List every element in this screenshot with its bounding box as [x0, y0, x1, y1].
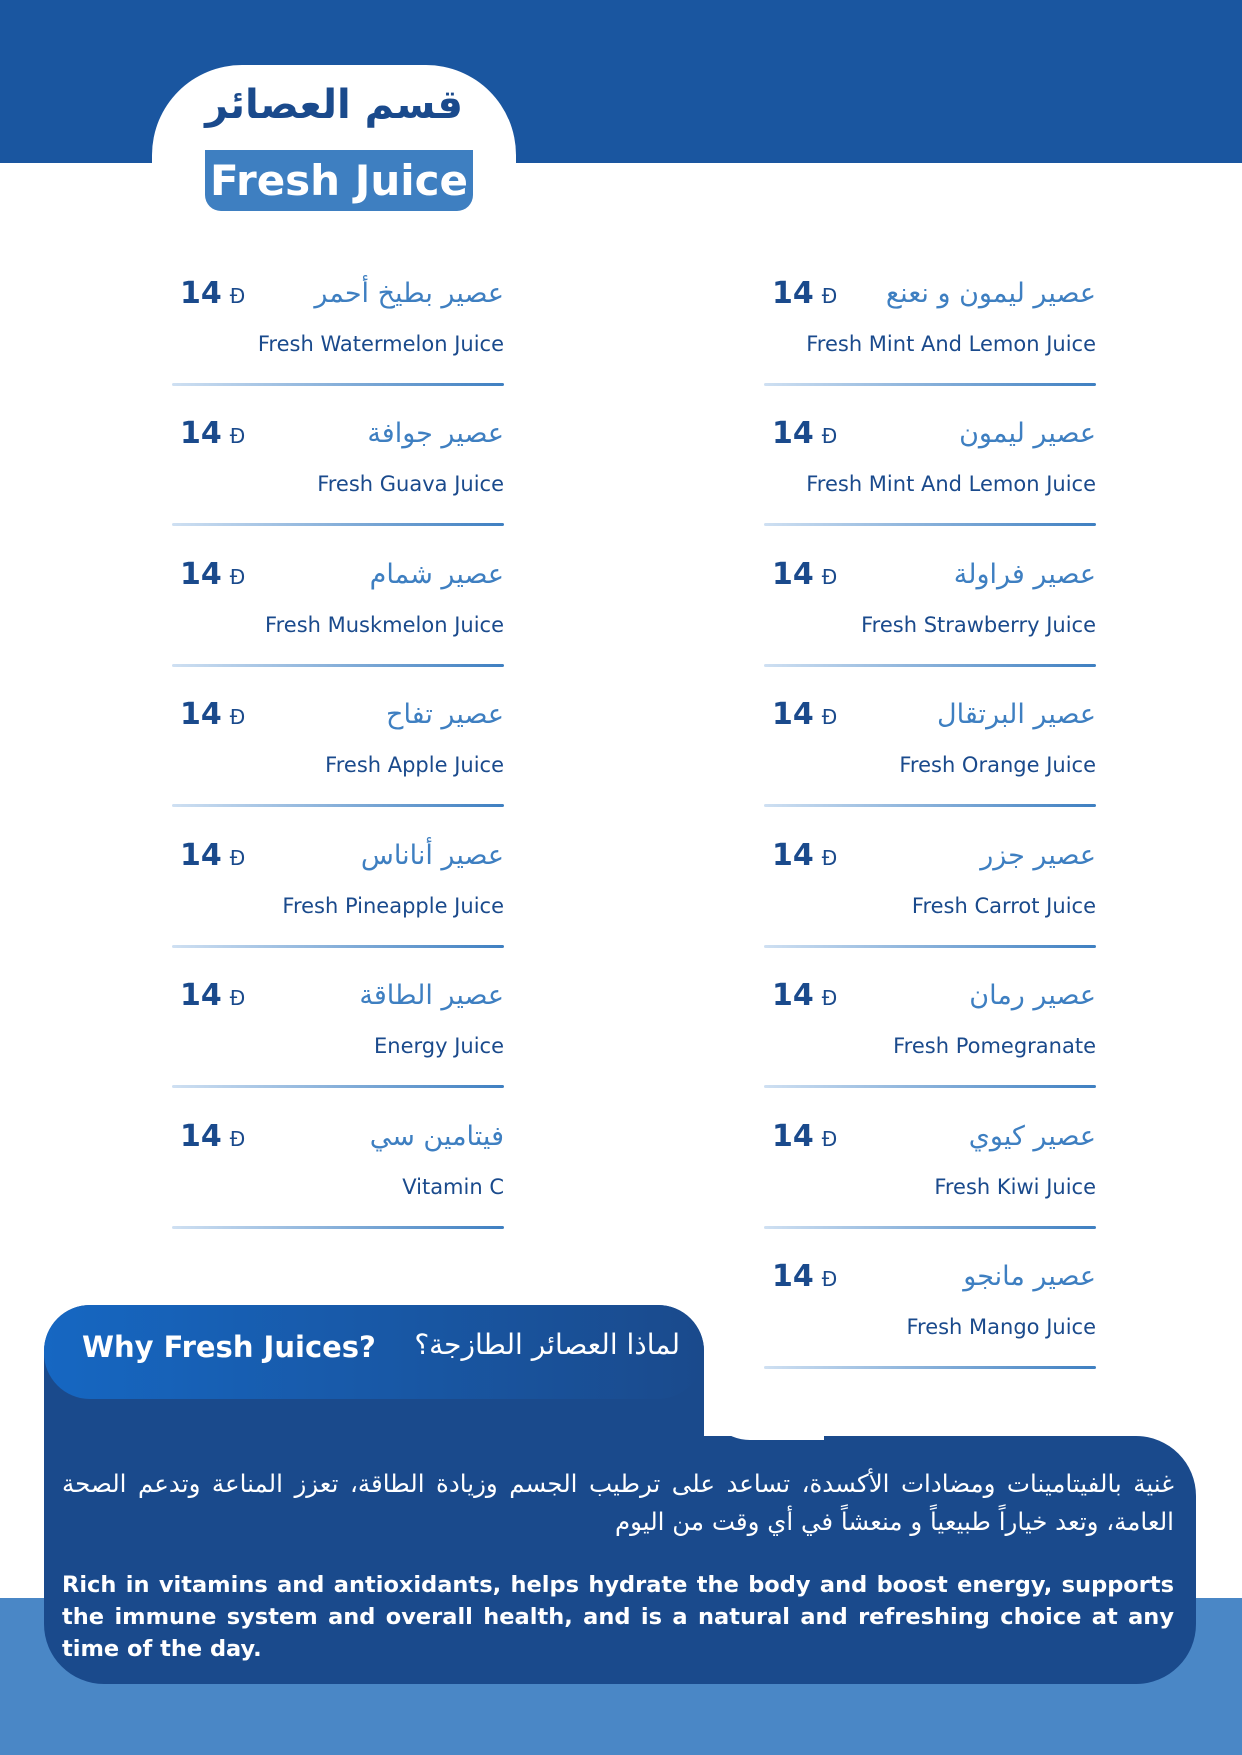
item-price	[772, 276, 837, 316]
price-value: 14	[772, 557, 814, 592]
menu-item	[764, 276, 1096, 396]
price-value: 14	[180, 838, 222, 873]
item-name-english: Fresh Kiwi Juice	[934, 1175, 1096, 1199]
divider	[172, 523, 504, 526]
item-name-arabic: فيتامين سي	[369, 1121, 504, 1152]
divider	[172, 945, 504, 948]
price-value: 14	[180, 416, 222, 451]
item-name-arabic: عصير جوافة	[367, 418, 504, 449]
item-price	[180, 276, 245, 316]
price-value: 14	[772, 416, 814, 451]
divider	[764, 1366, 1096, 1369]
item-price	[772, 978, 837, 1018]
menu-item	[764, 1259, 1096, 1379]
menu-item	[172, 276, 504, 396]
item-name-arabic: عصير أناناس	[360, 840, 504, 871]
currency-icon: Ð	[821, 705, 838, 729]
price-value: 14	[772, 697, 814, 732]
divider	[764, 1226, 1096, 1229]
menu-item	[764, 838, 1096, 958]
currency-icon: Ð	[229, 1127, 246, 1151]
currency-icon: Ð	[229, 424, 246, 448]
price-value: 14	[772, 276, 814, 311]
price-value: 14	[772, 978, 814, 1013]
price-value: 14	[180, 1119, 222, 1154]
menu-item	[172, 697, 504, 817]
currency-icon: Ð	[821, 565, 838, 589]
price-value: 14	[772, 1259, 814, 1294]
divider	[764, 664, 1096, 667]
divider	[172, 383, 504, 386]
currency-icon: Ð	[229, 986, 246, 1010]
item-price	[772, 838, 837, 878]
item-name-english: Fresh Carrot Juice	[911, 894, 1096, 918]
price-value: 14	[772, 838, 814, 873]
item-price	[180, 838, 245, 878]
item-name-english: Vitamin C	[402, 1175, 504, 1199]
item-name-arabic: عصير مانجو	[963, 1261, 1096, 1292]
item-price	[772, 1119, 837, 1159]
item-name-english: Fresh Muskmelon Juice	[265, 613, 504, 637]
item-name-arabic: عصير ليمون و نعنع	[885, 278, 1096, 309]
item-name-arabic: عصير كيوي	[968, 1121, 1096, 1152]
menu-item	[764, 697, 1096, 817]
item-name-english: Fresh Mint And Lemon Juice	[806, 332, 1096, 356]
description-arabic: غنية بالفيتامينات ومضادات الأكسدة، تساعد على ترطيب الجسم وزيادة الطاقة، تعزز المناعة وتدعم الصحة العامة، وتعد خياراً طبيعياً و منعشاً في أي وقت من اليوم	[62, 1469, 1174, 1536]
price-value: 14	[180, 557, 222, 592]
currency-icon: Ð	[821, 284, 838, 308]
menu-item	[764, 557, 1096, 677]
item-name-arabic: عصير جزر	[980, 840, 1096, 871]
divider	[764, 383, 1096, 386]
item-name-english: Fresh Strawberry Juice	[861, 613, 1096, 637]
divider	[172, 664, 504, 667]
section-title-english: Fresh Juice	[209, 156, 469, 205]
currency-icon: Ð	[229, 705, 246, 729]
divider	[764, 945, 1096, 948]
item-name-english: Fresh Guava Juice	[317, 472, 504, 496]
item-name-arabic: عصير رمان	[969, 980, 1096, 1011]
currency-icon: Ð	[229, 846, 246, 870]
item-name-english: Fresh Mint And Lemon Juice	[806, 472, 1096, 496]
currency-icon: Ð	[821, 1267, 838, 1291]
item-name-english: Fresh Watermelon Juice	[257, 332, 504, 356]
item-name-arabic: عصير البرتقال	[937, 699, 1096, 730]
divider	[764, 804, 1096, 807]
item-name-english: Fresh Mango Juice	[906, 1315, 1096, 1339]
divider	[172, 1085, 504, 1088]
item-price	[180, 978, 245, 1018]
item-name-english: Fresh Apple Juice	[325, 753, 504, 777]
item-name-english: Fresh Pomegranate	[893, 1034, 1096, 1058]
item-price	[772, 557, 837, 597]
menu-item	[172, 557, 504, 677]
item-price	[772, 1259, 837, 1299]
menu-item	[172, 416, 504, 536]
currency-icon: Ð	[821, 986, 838, 1010]
item-name-arabic: عصير ليمون	[959, 418, 1096, 449]
divider	[764, 523, 1096, 526]
item-price	[772, 697, 837, 737]
price-value: 14	[180, 978, 222, 1013]
menu-item	[764, 1119, 1096, 1239]
currency-icon: Ð	[821, 846, 838, 870]
menu-item	[764, 416, 1096, 536]
why-title-arabic: لماذا العصائر الطازجة؟	[414, 1328, 680, 1361]
price-value: 14	[180, 276, 222, 311]
menu-item	[172, 978, 504, 1098]
menu-item	[764, 978, 1096, 1098]
item-name-arabic: عصير الطاقة	[359, 980, 504, 1011]
item-name-arabic: عصير شمام	[369, 559, 504, 590]
currency-icon: Ð	[821, 424, 838, 448]
price-value: 14	[772, 1119, 814, 1154]
divider	[764, 1085, 1096, 1088]
section-title-arabic: قسم العصائر	[205, 82, 463, 128]
item-name-english: Energy Juice	[374, 1034, 504, 1058]
currency-icon: Ð	[229, 565, 246, 589]
currency-icon: Ð	[821, 1127, 838, 1151]
menu-item	[172, 838, 504, 958]
item-name-arabic: عصير تفاح	[386, 699, 504, 730]
why-title-english: Why Fresh Juices?	[82, 1330, 376, 1364]
item-price	[180, 416, 245, 456]
item-price	[180, 697, 245, 737]
item-name-english: Fresh Pineapple Juice	[282, 894, 504, 918]
divider	[172, 1226, 504, 1229]
item-name-arabic: عصير فراولة	[953, 559, 1096, 590]
price-value: 14	[180, 697, 222, 732]
item-price	[772, 416, 837, 456]
item-price	[180, 1119, 245, 1159]
why-panel-notch	[704, 1380, 824, 1440]
item-price	[180, 557, 245, 597]
divider	[172, 804, 504, 807]
item-name-arabic: عصير بطيخ أحمر	[314, 278, 504, 309]
description-english: Rich in vitamins and antioxidants, helps hydrate the body and boost energy, supports the immune system and overall health, and is a natural and refreshing choice at any time of the day.	[62, 1572, 1174, 1662]
menu-item	[172, 1119, 504, 1239]
currency-icon: Ð	[229, 284, 246, 308]
item-name-english: Fresh Orange Juice	[899, 753, 1096, 777]
